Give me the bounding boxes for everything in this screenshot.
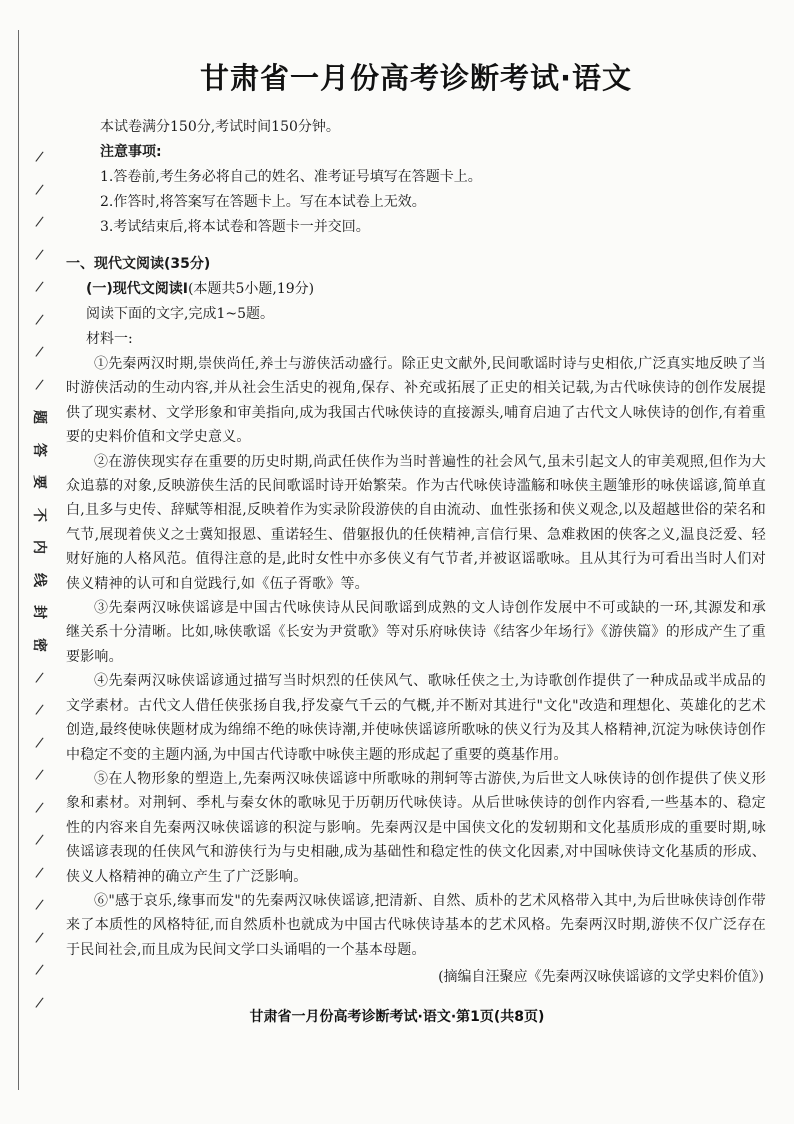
reading-instruction: 阅读下面的文字,完成1~5题。	[86, 306, 274, 322]
binding-slash: /	[34, 864, 44, 882]
notice-title: 注意事项:	[100, 144, 162, 160]
notice-item: 3.考试结束后,将本试卷和答题卡一并交回。	[100, 219, 370, 235]
passage-paragraph: ②在游侠现实存在重要的历史时期,尚武任侠作为当时普遍性的社会风气,虽未引起文人的审美观照,但作为大众追慕的对象,反映游侠生活的民间歌谣时诗开始繁荣。作为古代咏侠诗滥觞和咏侠主题雏形的咏侠谣谚,简单直白,且多与史传、辞赋等相混,反映着作为实录阶段游侠的自由流动、血性张扬和侠义观念,以及超越世俗的荣名和气节,展现着侠义之士冀知报恩、重诺轻生、借躯报仇的任侠精神,言信行果、急难救困的侠客之义,温良泛爱、轻财好施的人格风范。值得注意的是,此时女性中亦多侠义有气节者,并被讴谣歌咏。且从其行为可看出当时人们对侠义精神的认可和自觉践行,如《伍子胥歌》等。	[66, 453, 766, 592]
binding-slash: /	[34, 896, 44, 914]
notice-item: 1.答卷前,考生务必将自己的姓名、准考证号填写在答题卡上。	[100, 169, 482, 185]
seal-char: 题	[31, 410, 47, 425]
binding-slash: /	[34, 181, 44, 198]
seal-char: 不	[31, 507, 47, 522]
seal-char: 答	[31, 442, 47, 457]
full-marks-line: 本试卷满分150分,考试时间150分钟。	[100, 119, 340, 135]
section-heading: 一、现代文阅读(35分)	[66, 256, 211, 272]
binding-slash: /	[34, 994, 44, 1012]
seal-char: 线	[31, 572, 47, 587]
binding-slash: /	[34, 278, 44, 296]
binding-slash: /	[34, 148, 44, 166]
binding-slash: /	[34, 766, 44, 784]
binding-slash: /	[34, 799, 44, 816]
binding-slash: /	[34, 701, 44, 719]
page-title: 甘肃省一月份高考诊断考试·语文	[199, 61, 633, 95]
binding-slash: /	[34, 311, 44, 328]
binding-slash: /	[34, 246, 44, 263]
passage-paragraph: ⑥"感于哀乐,缘事而发"的先秦两汉咏侠谣谚,把清新、自然、质朴的艺术风格带入其中,为后世咏侠诗创作带来了本质性的风格特征,而自然质朴也就成为中国古代咏侠诗基本的艺术风格。先秦两汉时期,游侠不仅广泛存在于民间社会,而且成为民间文学口头诵唱的一个基本母题。	[66, 892, 766, 958]
binding-slash: /	[34, 343, 44, 361]
subsection-title: (一)现代文阅读Ⅰ	[86, 281, 189, 297]
seal-char: 封	[31, 605, 47, 620]
binding-slash: /	[34, 213, 44, 231]
seal-char: 内	[31, 540, 47, 555]
seal-char: 密	[31, 637, 47, 652]
binding-slash: /	[34, 669, 44, 686]
binding-marks	[24, 150, 54, 1010]
passage-paragraph: ④先秦两汉咏侠谣谚通过描写当时炽烈的任侠风气、歌咏任侠之士,为诗歌创作提供了一种成品或半成品的文学素材。古代文人借任侠张扬自我,抒发豪气千云的气概,并不断对其进行"文化"改造和理想化、英雄化的艺术创造,最终使咏侠题材成为绵绵不绝的咏侠诗潮,并使咏侠谣谚所歌咏的侠义行为及其人格精神,沉淀为咏侠诗创作中稳定不变的主题内涵,为中国古代诗歌中咏侠主题的形成起了重要的奠基作用。	[66, 673, 766, 763]
page-content	[66, 56, 766, 1116]
binding-margin	[0, 0, 62, 1124]
seal-char: 要	[31, 475, 47, 490]
subsection-note: (本题共5小题,19分)	[188, 281, 315, 297]
passage-paragraph: ①先秦两汉时期,崇侠尚任,养士与游侠活动盛行。除正史文献外,民间歌谣时诗与史相依,广泛真实地反映了当时游侠活动的生动内容,并从社会生活史的视角,保存、补充或拓展了正史的相关记载,为古代咏侠诗的创作发展提供了现实素材、文学形象和审美指向,成为我国古代咏侠诗的直接源头,哺育启迪了古代文人咏侠诗的创作,有着重要的史料价值和文学史意义。	[66, 356, 766, 446]
binding-slash: /	[34, 929, 44, 947]
page-footer: 甘肃省一月份高考诊断考试·语文·第1页(共8页)	[249, 1009, 545, 1025]
material-label: 材料一:	[86, 331, 133, 347]
binding-slash: /	[34, 831, 44, 849]
binding-slash: /	[34, 734, 44, 751]
binding-slash: /	[34, 961, 44, 979]
binding-slash: /	[34, 376, 44, 394]
passage-paragraph: ③先秦两汉咏侠谣谚是中国古代咏侠诗从民间歌谣到成熟的文人诗创作发展中不可或缺的一环,其源发和承继关系十分清晰。比如,咏侠歌谣《长安为尹赏歌》等对乐府咏侠诗《结客少年场行》《游侠篇》的形成产生了重要影响。	[66, 600, 766, 665]
binding-line	[18, 30, 19, 1090]
subsection-heading	[66, 277, 766, 302]
source-citation: (摘编自汪聚应《先秦两汉咏侠谣谚的文学史料价值》)	[438, 969, 764, 986]
passage-paragraph: ⑤在人物形象的塑造上,先秦两汉咏侠谣谚中所歌咏的荆轲等古游侠,为后世文人咏侠诗的创作提供了侠义形象和素材。对荆轲、季札与秦女休的歌咏见于历朝历代咏侠诗。从后世咏侠诗的创作内容看,一些基本的、稳定性的内容来自先秦两汉咏侠谣谚的积淀与影响。先秦两汉是中国侠文化的发轫期和文化基质形成的重要时期,咏侠谣谚表现的任侠风气和游侠行为与史相融,成为基础性和稳定性的侠文化因素,对中国咏侠诗文化基质的形成、侠义人格精神的确立产生了广泛影响。	[66, 770, 766, 885]
notice-item: 2.作答时,将答案写在答题卡上。写在本试卷上无效。	[100, 194, 426, 210]
